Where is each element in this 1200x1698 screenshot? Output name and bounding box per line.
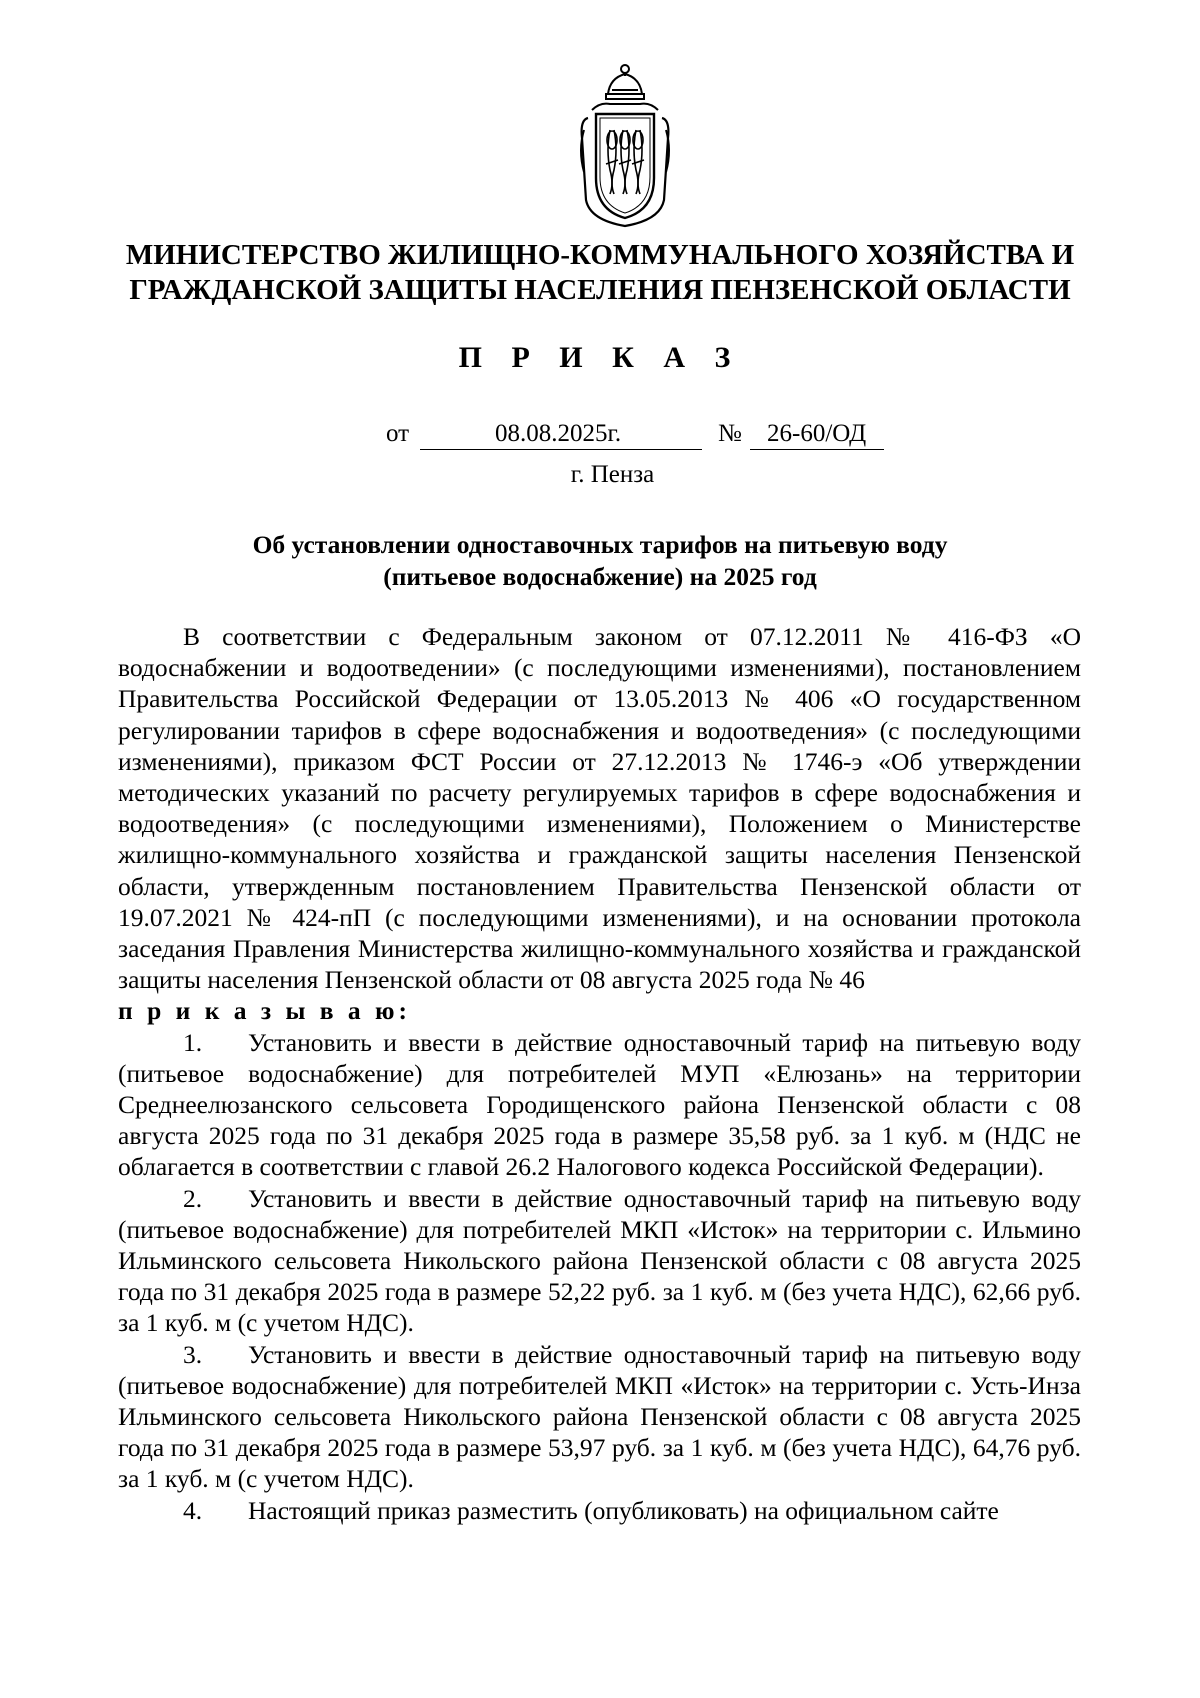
order-number: 26-60/ОД (767, 420, 867, 447)
subject-line-1: Об установлении одноставочных тарифов на питьевую воду (252, 530, 948, 559)
city: г. Пенза (570, 461, 655, 488)
order-item-text: Установить и ввести в действие одноставочный тариф на питьевую воду (питьевое водоснабжение) для потребителей МКП «Исток» на территории с. Усть-Инза Ильминского сельсовета Никольского района Пензенской области с 08 августа 2025 года по 31 декабря 2025 года в размере 53,97 руб. за 1 куб. м (без учета НДС), 64,76 руб. за 1 куб. м (с учетом НДС). (118, 1339, 1081, 1494)
ministry-line-1: МИНИСТЕРСТВО ЖИЛИЩНО-КОММУНАЛЬНОГО ХОЗЯЙСТВА И (125, 239, 1075, 271)
preamble-paragraph: В соответствии с Федеральным законом от 07.12.2011 № 416-ФЗ «О водоснабжении и водоотведении» (с последующими изменениями), постановлением Правительства Российской Федерации от 13.05.2013 № 406 «О государственном регулировании тарифов в сфере водоснабжения и водоотведения» (с последующими изменениями), приказом ФСТ России от 27.12.2013 № 1746-э «Об утверждении методических указаний по расчету регулируемых тарифов в сфере водоснабжения и водоотведения» (с последующими изменениями), Положением о Министерстве жилищно-коммунального хозяйства и гражданской защиты населения Пензенской области, утвержденным постановлением Правительства Пензенской области от 19.07.2021 № 424-пП (с последующими изменениями), и на основании протокола заседания Правления Министерства жилищно-коммунального хозяйства и гражданской защиты населения Пензенской области от 08 августа 2025 года № 46 (118, 622, 1081, 995)
order-item-text: Установить и ввести в действие одноставочный тариф на питьевую воду (питьевое водоснабжение) для потребителей МУП «Елюзань» на территории Среднеелюзанского сельсовета Городищенского района Пензенской области с 08 августа 2025 года по 31 декабря 2025 года в размере 35,58 руб. за 1 куб. м (НДС не облагается в соответствии с главой 26.2 Налогового кодекса Российской Федерации). (118, 1027, 1081, 1182)
order-item (118, 1339, 1081, 1495)
ministry-name (100, 238, 1100, 308)
ministry-line-2: ГРАЖДАНСКОЙ ЗАЩИТЫ НАСЕЛЕНИЯ ПЕНЗЕНСКОЙ ОБЛАСТИ (129, 274, 1071, 306)
order-date: 08.08.2025г. (495, 420, 622, 447)
number-sign: № (718, 420, 742, 447)
date-prefix: от (386, 420, 410, 447)
order-item-text: Установить и ввести в действие одноставочный тариф на питьевую воду (питьевое водоснабжение) для потребителей МКП «Исток» на территории с. Ильмино Ильминского сельсовета Никольского района Пензенской области с 08 августа 2025 года по 31 декабря 2025 года в размере 52,22 руб. за 1 куб. м (без учета НДС), 62,66 руб. за 1 куб. м (с учетом НДС). (118, 1183, 1081, 1338)
order-item-number: 2. (183, 1183, 203, 1213)
order-items-list (118, 1027, 1081, 1526)
order-item (118, 1027, 1081, 1183)
command-word: п р и к а з ы в а ю: (118, 996, 412, 1026)
order-item (118, 1495, 1081, 1526)
coat-of-arms-emblem (570, 60, 680, 230)
order-date-number-line (0, 420, 1200, 450)
order-item-number: 1. (183, 1027, 203, 1057)
order-subject (150, 529, 1050, 593)
order-item (118, 1183, 1081, 1339)
number-underline (750, 449, 884, 450)
order-item-number: 4. (183, 1495, 203, 1525)
date-underline (420, 449, 702, 450)
order-item-number: 3. (183, 1339, 203, 1369)
order-item-text: Настоящий приказ разместить (опубликовать) на официальном сайте (248, 1495, 999, 1525)
order-body (118, 621, 1081, 1526)
order-title: П Р И К А З (458, 341, 742, 374)
subject-line-2: (питьевое водоснабжение) на 2025 год (383, 562, 817, 591)
